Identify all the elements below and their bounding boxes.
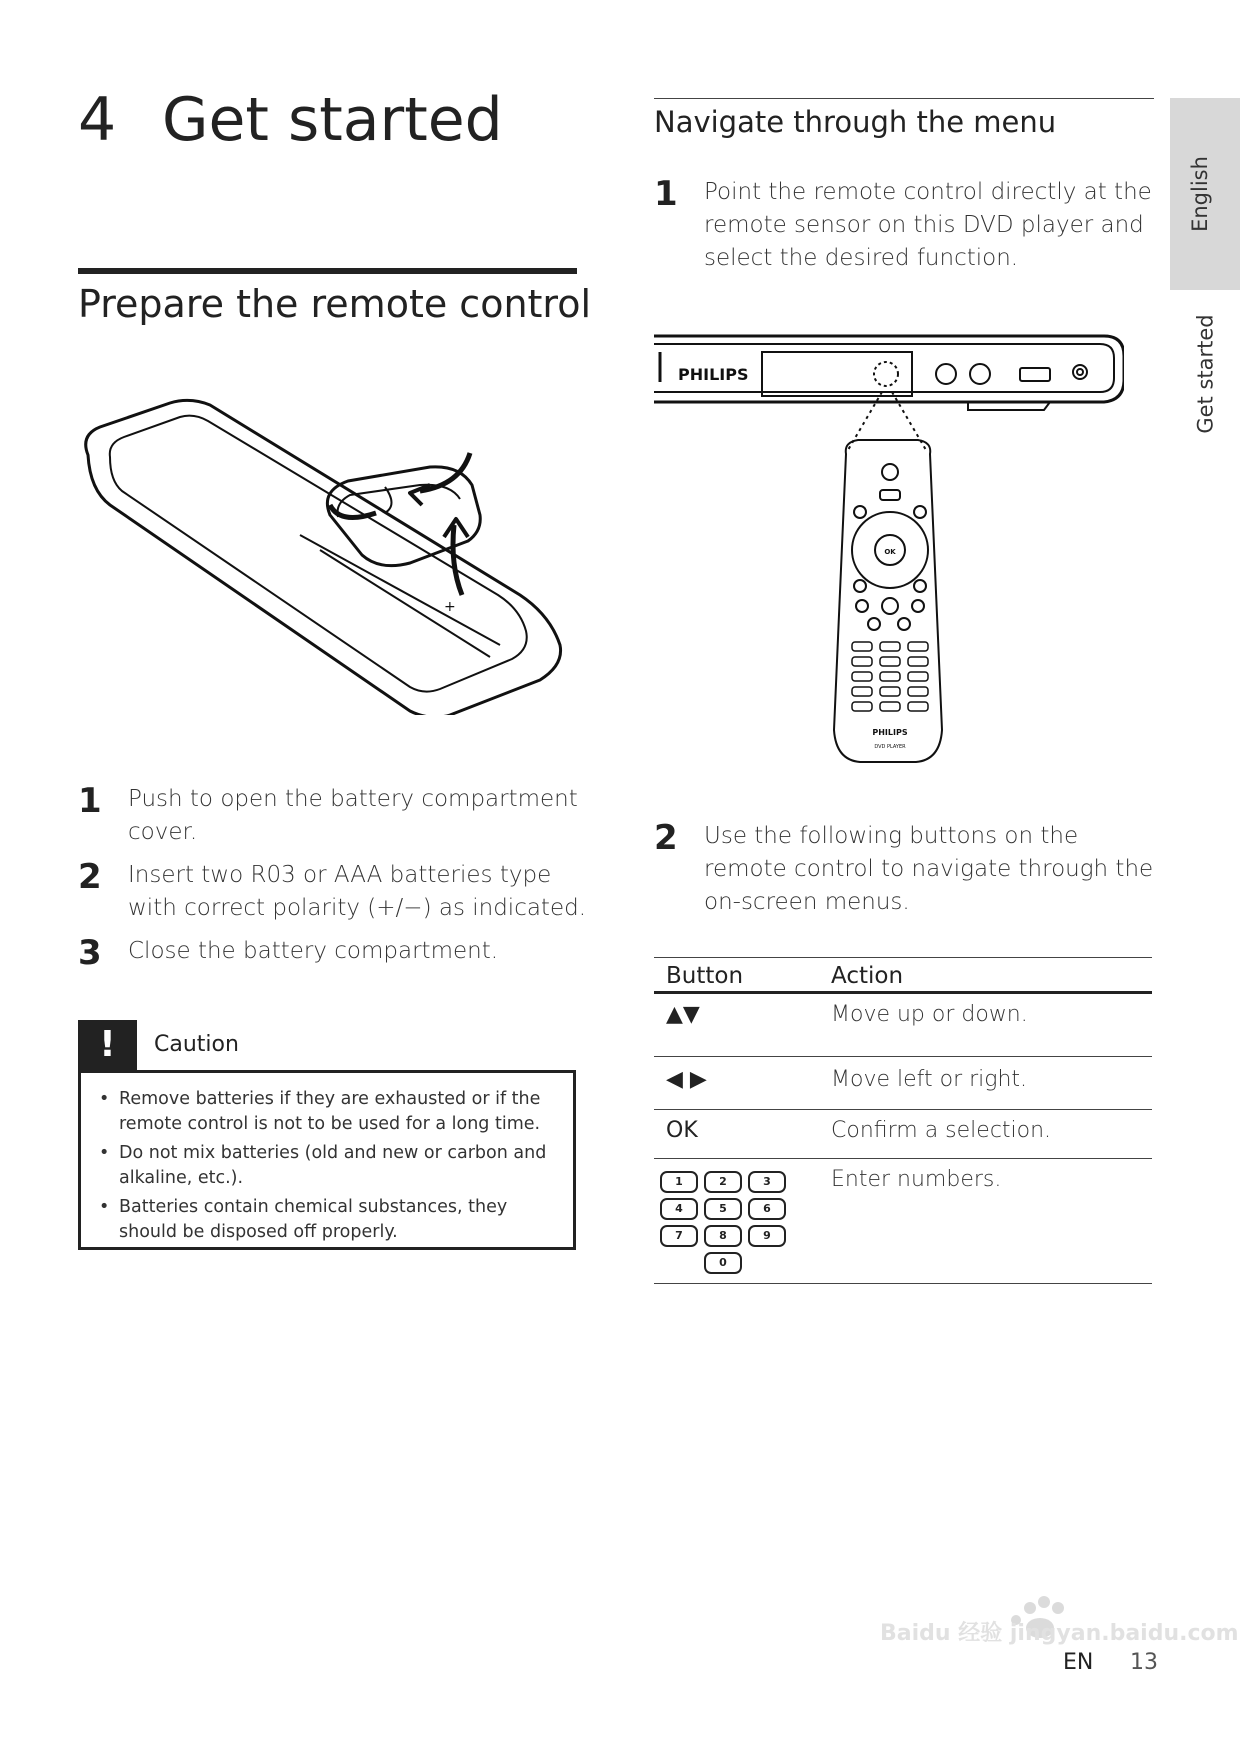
- battery-compartment-illustration: [80, 395, 580, 715]
- key-2: 2: [704, 1171, 742, 1193]
- step-text: Close the battery compartment.: [128, 938, 499, 964]
- step-text: Use the following buttons on the remote control to navigate through the on-screen menus.: [704, 823, 1154, 915]
- key-9: 9: [748, 1225, 786, 1247]
- key-6: 6: [748, 1198, 786, 1220]
- left-right-arrows-icon: ◀ ▶: [654, 1057, 831, 1110]
- table-row: [654, 993, 1152, 1057]
- caution-item: • Batteries contain chemical substances, they should be disposed off properly.: [97, 1195, 553, 1245]
- table-row: [654, 1057, 1152, 1110]
- dvd-player-remote-illustration: [654, 330, 1124, 770]
- navigate-step-1: [654, 176, 1154, 285]
- caution-icon: !: [78, 1020, 137, 1070]
- chapter-title: Get started: [162, 85, 503, 155]
- navigate-section-title: Navigate through the menu: [654, 105, 1057, 139]
- step-text: Insert two R03 or AAA batteries type with correct polarity (+/−) as indicated.: [128, 862, 587, 921]
- step-text: Push to open the battery compartment cover.: [128, 786, 578, 845]
- caution-item: • Remove batteries if they are exhausted or if the remote control is not to be used for a long time.: [97, 1087, 553, 1137]
- navigate-step-2: [654, 820, 1154, 929]
- page-number: 13: [1130, 1650, 1158, 1675]
- table-cell-action: Confirm a selection.: [831, 1110, 1152, 1159]
- ok-button-label: OK: [654, 1110, 831, 1159]
- table-row: [654, 1159, 1152, 1284]
- chapter-number: 4: [78, 85, 118, 155]
- table-header-row: [654, 958, 1152, 993]
- step-number: 1: [654, 174, 678, 214]
- step-text: Point the remote control directly at the remote sensor on this DVD player and select the desired function.: [704, 179, 1152, 271]
- key-7: 7: [660, 1225, 698, 1247]
- key-5: 5: [704, 1198, 742, 1220]
- side-tab-get-started[interactable]: [1170, 300, 1240, 450]
- step-item: [78, 783, 588, 849]
- caution-title: Caution: [154, 1032, 239, 1057]
- baidu-watermark-logo: [880, 1590, 1239, 1690]
- key-0: 0: [704, 1252, 742, 1274]
- caution-header: [78, 1020, 578, 1070]
- remote-ok-label: OK: [884, 548, 896, 556]
- prepare-section-title: Prepare the remote control: [78, 282, 592, 326]
- side-tab-get-started-label: Get started: [1193, 314, 1218, 434]
- step-number: 1: [78, 781, 102, 821]
- remote-brand-label: PHILIPS: [872, 728, 908, 737]
- table-header-button: Button: [654, 958, 831, 993]
- table-row: [654, 1110, 1152, 1159]
- table-header-action: Action: [831, 958, 1152, 993]
- step-number: 2: [78, 857, 102, 897]
- table-cell-action: Enter numbers.: [831, 1159, 1152, 1284]
- key-4: 4: [660, 1198, 698, 1220]
- key-8: 8: [704, 1225, 742, 1247]
- prepare-steps: [78, 783, 588, 981]
- side-tab-english[interactable]: [1170, 98, 1240, 290]
- step-item: [78, 859, 588, 925]
- numeric-keypad-icon: [660, 1171, 831, 1274]
- player-brand-label: PHILIPS: [678, 365, 749, 384]
- section-divider: [78, 268, 577, 274]
- navigation-buttons-table: [654, 957, 1152, 1284]
- remote-model-label: DVD PLAYER: [874, 744, 906, 750]
- side-tab-english-label: English: [1187, 156, 1212, 232]
- step-number: 2: [654, 818, 678, 858]
- svg-text:+: +: [444, 599, 456, 615]
- up-down-arrows-icon: ▲▼: [654, 993, 831, 1057]
- key-1: 1: [660, 1171, 698, 1193]
- table-cell-action: Move up or down.: [831, 993, 1152, 1057]
- caution-box: [78, 1070, 576, 1250]
- watermark-text: Baidu 经验 jingyan.baidu.com: [880, 1621, 1239, 1646]
- step-item: [78, 935, 588, 971]
- caution-item: • Do not mix batteries (old and new or carbon and alkaline, etc.).: [97, 1141, 553, 1191]
- footer-language: EN: [1063, 1650, 1094, 1675]
- step-number: 3: [78, 933, 102, 973]
- key-3: 3: [748, 1171, 786, 1193]
- table-cell-action: Move left or right.: [831, 1057, 1152, 1110]
- right-top-rule: [654, 98, 1154, 99]
